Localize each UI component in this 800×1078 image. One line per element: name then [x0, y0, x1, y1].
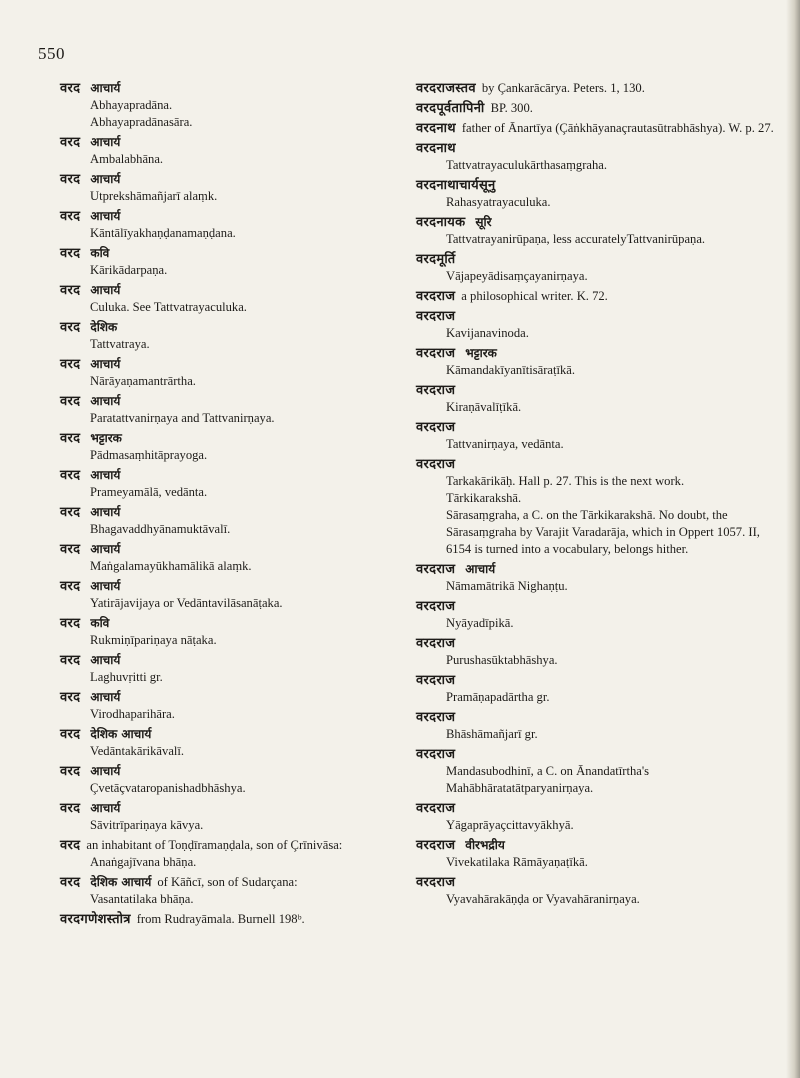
dictionary-entry — [60, 356, 394, 390]
headword-line — [60, 615, 394, 632]
headword: वरद — [60, 81, 81, 96]
author-epithet: आचार्य — [90, 653, 121, 667]
headword: वरदराज — [416, 562, 456, 577]
dictionary-entry — [416, 837, 775, 871]
work-title: Kāmandakīyanītisāraṭīkā. — [446, 363, 576, 377]
work-title: Maṅgalamayūkhamālikā alaṃk. — [90, 559, 252, 573]
headword-line — [60, 541, 394, 558]
work-title: Vivekatilaka Rāmāyaṇaṭīkā. — [446, 855, 588, 869]
work-title: Rahasyatrayaculuka. — [446, 195, 551, 209]
work-title: Kārikādarpaṇa. — [90, 263, 168, 277]
headword-line — [416, 80, 775, 97]
work-title: Abhayapradāna. — [90, 98, 173, 112]
headword: वरदराज — [416, 636, 456, 651]
headword-line — [416, 709, 775, 726]
dictionary-entry — [60, 689, 394, 723]
work-title: Kāntālīyakhaṇḍanamaṇḍana. — [90, 226, 236, 240]
headword: वरदनाथ — [416, 141, 456, 156]
page-edge-shadow — [786, 0, 800, 1078]
author-epithet: सूरि — [475, 215, 492, 229]
dictionary-entry — [416, 288, 775, 305]
dictionary-entry — [416, 635, 775, 669]
author-epithet: कवि — [90, 246, 110, 260]
dictionary-entry — [416, 214, 775, 248]
dictionary-entry — [416, 746, 775, 797]
headword: वरद — [60, 616, 81, 631]
entry-note: a philosophical writer. K. 72. — [461, 289, 608, 303]
headword-line — [60, 874, 394, 891]
headword: वरदराज — [416, 599, 456, 614]
headword-line — [416, 456, 775, 473]
author-epithet: आचार्य — [90, 801, 121, 815]
dictionary-entry — [416, 561, 775, 595]
work-title: Tattvatrayaculukārthasaṃgraha. — [446, 158, 608, 172]
author-epithet: आचार्य — [90, 394, 121, 408]
work-title: Vājapeyādisaṃçayanirṇaya. — [446, 269, 588, 283]
work-title: Tattvatrayanirūpaṇa, less accuratelyTattvanirūpaṇa. — [446, 232, 706, 246]
headword-line — [60, 430, 394, 447]
dictionary-entry — [416, 672, 775, 706]
dictionary-entry — [60, 171, 394, 205]
headword-line — [416, 345, 775, 362]
dictionary-entry — [416, 120, 775, 137]
work-title: Bhāshāmañjarī gr. — [446, 727, 538, 741]
author-epithet: आचार्य — [90, 81, 121, 95]
page-number: 550 — [38, 44, 65, 63]
dictionary-entry — [416, 80, 775, 97]
headword: वरद — [60, 542, 81, 557]
headword: वरदराज — [416, 420, 456, 435]
dictionary-entry — [60, 80, 394, 131]
work-title: Nāmamātrikā Nighaṇṭu. — [446, 579, 568, 593]
work-title: Tattvatraya. — [90, 337, 150, 351]
work-title: Sārasaṃgraha, a C. on the Tārkikarakshā. No doubt, the Sārasaṃgraha by Varajit Varadarāja, which in Oppert 1057. II, 6154 is turned into a vocabulary, belongs hither. — [446, 508, 760, 556]
author-epithet: आचार्य — [90, 468, 121, 482]
dictionary-entry — [416, 382, 775, 416]
headword-line — [60, 763, 394, 780]
headword-line — [60, 578, 394, 595]
author-epithet: वीरभद्रीय — [465, 838, 505, 852]
headword: वरदराज — [416, 875, 456, 890]
dictionary-entry — [60, 282, 394, 316]
headword-line — [60, 134, 394, 151]
headword: वरद — [60, 431, 81, 446]
work-title: Tarkakārikāḥ. Hall p. 27. This is the next work. — [446, 474, 685, 488]
dictionary-entry — [60, 504, 394, 538]
headword: वरदपूर्वतापिनी — [416, 101, 485, 116]
author-epithet: भट्टारक — [90, 431, 122, 445]
headword-line — [416, 672, 775, 689]
author-epithet: देशिक आचार्य — [90, 875, 152, 889]
entry-note: by Çankarācārya. Peters. 1, 130. — [481, 81, 645, 95]
author-epithet: कवि — [90, 616, 110, 630]
author-epithet: देशिक — [90, 320, 118, 334]
headword-line — [60, 282, 394, 299]
dictionary-entry — [60, 652, 394, 686]
headword-line — [416, 561, 775, 578]
author-epithet: भट्टारक — [465, 346, 497, 360]
headword: वरदराज — [416, 383, 456, 398]
headword-line — [60, 393, 394, 410]
headword: वरदराज — [416, 747, 456, 762]
work-title: Kiraṇāvalīṭīkā. — [446, 400, 522, 414]
author-epithet: आचार्य — [90, 505, 121, 519]
entry-note: from Rudrayāmala. Burnell 198ᵇ. — [136, 912, 305, 926]
dictionary-entry — [416, 874, 775, 908]
author-epithet: आचार्य — [90, 690, 121, 704]
work-title: Nyāyadīpikā. — [446, 616, 514, 630]
work-title: Pramāṇapadārtha gr. — [446, 690, 550, 704]
dictionary-entry — [416, 598, 775, 632]
headword-line — [416, 251, 775, 268]
dictionary-entry — [60, 837, 394, 871]
headword-line — [416, 140, 775, 157]
dictionary-entry — [60, 245, 394, 279]
work-title: Pādmasaṃhitāprayoga. — [90, 448, 208, 462]
dictionary-entry — [60, 319, 394, 353]
work-title: Tattvanirṇaya, vedānta. — [446, 437, 564, 451]
headword-line — [60, 800, 394, 817]
headword-line — [416, 288, 775, 305]
headword-line — [416, 837, 775, 854]
work-title: Laghuvṛitti gr. — [90, 670, 163, 684]
headword-line — [416, 746, 775, 763]
headword: वरदराज — [416, 346, 456, 361]
headword-line — [60, 726, 394, 743]
work-title: Yāgaprāyaçcittavyākhyā. — [446, 818, 574, 832]
work-title: Purushasūktabhāshya. — [446, 653, 558, 667]
headword-line — [416, 120, 775, 137]
dictionary-entry — [416, 709, 775, 743]
headword-line — [60, 80, 394, 97]
work-title: Culuka. See Tattvatrayaculuka. — [90, 300, 247, 314]
work-title: Anaṅgajīvana bhāṇa. — [90, 855, 197, 869]
dictionary-entry — [60, 208, 394, 242]
dictionary-entry — [60, 578, 394, 612]
headword: वरद — [60, 579, 81, 594]
headword-line — [60, 245, 394, 262]
headword: वरद — [60, 209, 81, 224]
headword: वरद — [60, 135, 81, 150]
headword-line — [60, 319, 394, 336]
headword: वरद — [60, 690, 81, 705]
headword-line — [60, 504, 394, 521]
work-title: Tārkikarakshā. — [446, 491, 522, 505]
headword: वरद — [60, 875, 81, 890]
work-title: Virodhaparihāra. — [90, 707, 175, 721]
work-title: Rukmiṇīpariṇaya nāṭaka. — [90, 633, 217, 647]
headword-line — [60, 356, 394, 373]
dictionary-entry — [60, 874, 394, 908]
work-title: Bhagavaddhyānamuktāvalī. — [90, 522, 231, 536]
work-title: Prameyamālā, vedānta. — [90, 485, 208, 499]
dictionary-entry — [60, 430, 394, 464]
dictionary-entry — [416, 345, 775, 379]
author-epithet: आचार्य — [90, 135, 121, 149]
dictionary-entry — [60, 800, 394, 834]
headword: वरदराज — [416, 838, 456, 853]
headword: वरद — [60, 653, 81, 668]
author-epithet: आचार्य — [90, 172, 121, 186]
entry-note: BP. 300. — [490, 101, 533, 115]
headword: वरदगणेशस्तोत्र — [60, 912, 131, 927]
entry-note: of Kāñcī, son of Sudarçana: — [157, 875, 298, 889]
dictionary-entry — [416, 140, 775, 174]
headword-line — [416, 214, 775, 231]
headword: वरद — [60, 357, 81, 372]
dictionary-entry — [416, 308, 775, 342]
dictionary-entry — [416, 100, 775, 117]
headword: वरद — [60, 468, 81, 483]
right-column — [416, 80, 775, 1060]
headword-line — [416, 874, 775, 891]
headword: वरदराज — [416, 457, 456, 472]
headword-line — [60, 689, 394, 706]
headword: वरद — [60, 801, 81, 816]
work-title: Utprekshāmañjarī alaṃk. — [90, 189, 218, 203]
headword-line — [416, 177, 775, 194]
dictionary-entry — [60, 726, 394, 760]
headword: वरदराज — [416, 673, 456, 688]
work-title: Vasantatilaka bhāṇa. — [90, 892, 194, 906]
headword: वरद — [60, 394, 81, 409]
work-title: Ambalabhāna. — [90, 152, 164, 166]
work-title: Kavijanavinoda. — [446, 326, 529, 340]
dictionary-columns — [60, 80, 775, 1060]
dictionary-entry — [60, 134, 394, 168]
dictionary-entry — [416, 800, 775, 834]
headword-line — [416, 382, 775, 399]
dictionary-entry — [60, 763, 394, 797]
work-title: Mandasubodhinī, a C. on Ānandatīrtha's Mahābhāratatātparyanirṇaya. — [446, 764, 650, 795]
headword: वरदराजस्तव — [416, 81, 476, 96]
author-epithet: आचार्य — [90, 579, 121, 593]
dictionary-entry — [60, 467, 394, 501]
entry-note: an inhabitant of Toṇḍīramaṇḍala, son of Çrīnivāsa: — [86, 838, 343, 852]
author-epithet: आचार्य — [90, 357, 121, 371]
work-title: Çvetāçvataropanishadbhāshya. — [90, 781, 246, 795]
work-title: Vedāntakārikāvalī. — [90, 744, 185, 758]
dictionary-entry — [60, 911, 394, 928]
dictionary-entry — [416, 419, 775, 453]
headword-line — [416, 635, 775, 652]
dictionary-entry — [60, 541, 394, 575]
headword: वरदनायक — [416, 215, 466, 230]
headword: वरद — [60, 764, 81, 779]
author-epithet: आचार्य — [90, 542, 121, 556]
dictionary-entry — [416, 177, 775, 211]
headword-line — [60, 837, 394, 854]
work-title: Yatirājavijaya or Vedāntavilāsanāṭaka. — [90, 596, 283, 610]
headword: वरदराज — [416, 309, 456, 324]
headword: वरदराज — [416, 801, 456, 816]
dictionary-entry — [60, 615, 394, 649]
headword: वरद — [60, 838, 81, 853]
work-title: Abhayapradānasāra. — [90, 115, 193, 129]
headword-line — [416, 598, 775, 615]
headword-line — [60, 467, 394, 484]
author-epithet: आचार्य — [90, 283, 121, 297]
headword: वरदमूर्ति — [416, 252, 456, 267]
headword-line — [416, 800, 775, 817]
headword: वरदनाथ — [416, 121, 456, 136]
headword: वरद — [60, 320, 81, 335]
headword-line — [60, 652, 394, 669]
headword-line — [416, 308, 775, 325]
dictionary-entry — [416, 251, 775, 285]
headword: वरदराज — [416, 710, 456, 725]
author-epithet: देशिक आचार्य — [90, 727, 152, 741]
headword: वरद — [60, 727, 81, 742]
headword-line — [416, 100, 775, 117]
headword-line — [60, 911, 394, 928]
headword-line — [60, 208, 394, 225]
work-title: Sāvitrīpariṇaya kāvya. — [90, 818, 204, 832]
dictionary-entry — [416, 456, 775, 558]
headword: वरद — [60, 505, 81, 520]
headword: वरद — [60, 246, 81, 261]
headword: वरदनाथाचार्यसूनु — [416, 178, 496, 193]
author-epithet: आचार्य — [90, 764, 121, 778]
work-title: Paratattvanirṇaya and Tattvanirṇaya. — [90, 411, 275, 425]
dictionary-entry — [60, 393, 394, 427]
author-epithet: आचार्य — [465, 562, 496, 576]
headword-line — [416, 419, 775, 436]
work-title: Vyavahārakāṇḍa or Vyavahāranirṇaya. — [446, 892, 640, 906]
headword-line — [60, 171, 394, 188]
headword: वरदराज — [416, 289, 456, 304]
work-title: Nārāyaṇamantrārtha. — [90, 374, 196, 388]
author-epithet: आचार्य — [90, 209, 121, 223]
entry-note: father of Ānartīya (Çāṅkhāyanaçrautasūtrabhāshya). W. p. 27. — [461, 121, 774, 135]
headword: वरद — [60, 283, 81, 298]
left-column — [60, 80, 394, 1060]
headword: वरद — [60, 172, 81, 187]
